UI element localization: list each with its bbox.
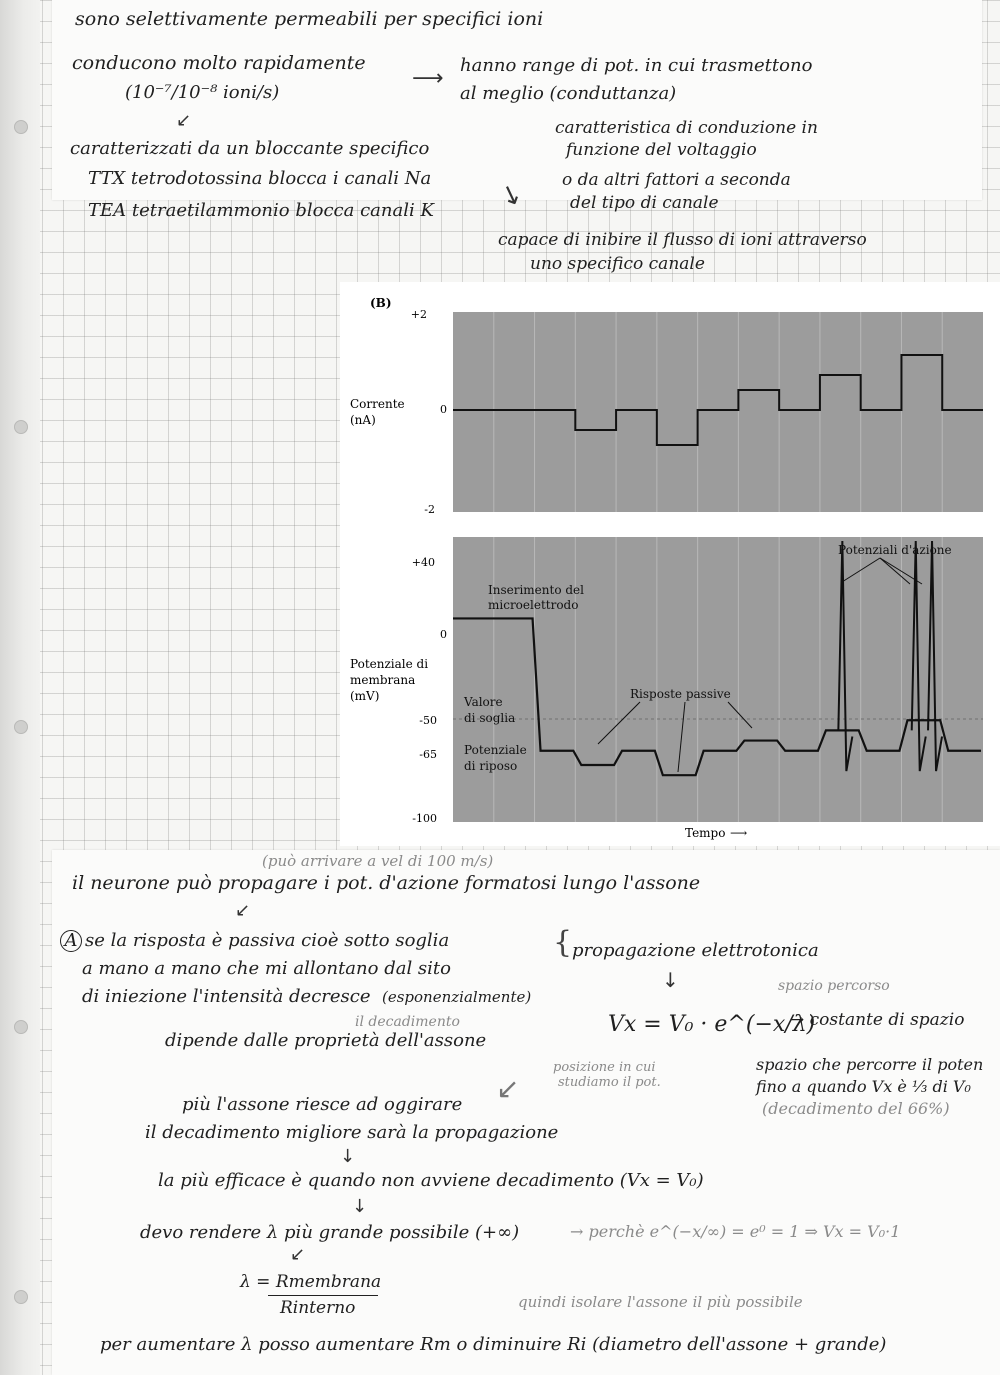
- figure-svg: [340, 282, 1000, 846]
- arrow-right-icon: ⟶: [730, 826, 748, 840]
- potential-tick: -65: [419, 748, 437, 761]
- x-axis-label: Tempo: [685, 826, 726, 840]
- potential-plot-area: [453, 537, 983, 822]
- brace-icon: {: [553, 925, 573, 960]
- note-line: se la risposta è passiva cioè sotto soglia: [85, 930, 450, 951]
- note-line: il neurone può propagare i pot. d'azione formatosi lungo l'assone: [72, 872, 701, 894]
- annotation-action: Potenziali d'azione: [838, 543, 952, 557]
- note-line: a mano a mano che mi allontano dal sito: [82, 958, 451, 979]
- note-line: per aumentare λ posso aumentare Rm o diminuire Ri (diametro dell'assone + grande): [100, 1334, 887, 1355]
- potential-tick: -50: [419, 714, 437, 727]
- potential-ylabel: membrana: [350, 673, 416, 687]
- current-ylabel-unit: (nA): [350, 413, 376, 427]
- annotation-passive: Risposte passive: [630, 687, 731, 701]
- arrow-down-icon: ↙: [290, 1244, 306, 1265]
- formula-vx: Vx = V₀ · e^(−x/λ): [608, 1012, 816, 1037]
- note-line: dipende dalle proprietà dell'assone: [165, 1030, 487, 1051]
- annotation-insertion: microelettrodo: [488, 598, 579, 612]
- note-line: (può arrivare a vel di 100 m/s): [262, 852, 494, 870]
- note-line: studiamo il pot.: [558, 1075, 661, 1090]
- notebook-binding-strip: [0, 0, 40, 1375]
- note-line: (10⁻⁷/10⁻⁸ ioni/s): [125, 82, 280, 103]
- arrow-down-icon: ↙: [235, 900, 251, 921]
- note-line: quindi isolare l'assone il più possibile: [518, 1293, 803, 1311]
- annotation-threshold: Valore: [464, 695, 503, 709]
- note-line: capace di inibire il flusso di ioni attraverso: [498, 230, 867, 250]
- note-line: conducono molto rapidamente: [72, 52, 366, 74]
- potential-ylabel: Potenziale di: [350, 657, 429, 671]
- note-line: caratteristica di conduzione in: [555, 118, 818, 138]
- note-line: uno specifico canale: [530, 254, 705, 274]
- binding-hole: [14, 120, 28, 134]
- note-line: TTX tetrodotossina blocca i canali Na: [88, 168, 432, 189]
- note-line: TEA tetraetilammonio blocca canali K: [88, 200, 434, 221]
- electrophysiology-figure: [340, 282, 1000, 846]
- binding-hole: [14, 720, 28, 734]
- note-line: propagazione elettrotonica: [572, 940, 819, 961]
- annotation-rest: Potenziale: [464, 743, 527, 757]
- note-line: la più efficace è quando non avviene decadimento (Vx = V₀): [158, 1170, 704, 1191]
- note-line: di iniezione l'intensità decresce: [82, 986, 371, 1007]
- current-ylabel: Corrente: [350, 397, 405, 411]
- formula-lambda: λ = Rmembrana: [240, 1272, 382, 1292]
- note-line: hanno range di pot. in cui trasmettono: [460, 55, 813, 76]
- note-line: del tipo di canale: [570, 193, 719, 213]
- note-line: → costante di spazio: [790, 1010, 965, 1030]
- note-line: fino a quando Vx è ⅓ di V₀: [756, 1077, 971, 1096]
- binding-hole: [14, 1020, 28, 1034]
- potential-ylabel-unit: (mV): [350, 689, 380, 703]
- note-line: spazio percorso: [778, 978, 890, 994]
- note-line: posizione in cui: [553, 1060, 656, 1075]
- binding-hole: [14, 1290, 28, 1304]
- note-line: sono selettivamente permeabili per specifici ioni: [75, 8, 544, 30]
- note-line: caratterizzati da un bloccante specifico: [70, 138, 430, 159]
- arrow-down-icon: ↓: [352, 1196, 368, 1217]
- current-tick: 0: [440, 403, 447, 416]
- note-line: (esponenzialmente): [382, 988, 532, 1006]
- annotation-insertion: Inserimento del: [488, 583, 584, 597]
- note-line: spazio che percorre il poten: [756, 1055, 984, 1074]
- formula-lambda-denominator: Rinterno: [280, 1298, 356, 1318]
- potential-tick: -100: [412, 812, 437, 825]
- potential-tick: +40: [411, 556, 435, 569]
- note-line: più l'assone riesce ad oggirare: [182, 1094, 463, 1115]
- current-tick: +2: [410, 308, 427, 321]
- panel-label: (B): [370, 296, 392, 310]
- arrow-right-icon: ⟶: [412, 66, 444, 91]
- note-line: → perchè e^(−x/∞) = e⁰ = 1 ⇒ Vx = V₀·1: [570, 1222, 901, 1241]
- annotation-threshold: di soglia: [464, 711, 516, 725]
- note-line: il decadimento migliore sarà la propagazione: [145, 1122, 559, 1143]
- note-line: o da altri fattori a seconda: [562, 170, 791, 190]
- binding-hole: [14, 420, 28, 434]
- arrow-down-icon: ↘: [495, 177, 527, 213]
- note-line: al meglio (conduttanza): [460, 83, 677, 104]
- arrow-down-icon: ↙: [176, 110, 192, 131]
- note-line: (decadimento del 66%): [762, 1099, 950, 1118]
- section-marker: A: [60, 930, 82, 952]
- current-plot-area: [453, 312, 983, 512]
- fraction-bar: [268, 1295, 378, 1296]
- potential-tick: 0: [440, 628, 447, 641]
- note-line: devo rendere λ più grande possibile (+∞): [140, 1222, 520, 1243]
- annotation-rest: di riposo: [464, 759, 518, 773]
- note-line: il decadimento: [355, 1014, 460, 1030]
- arrow-down-icon: ↓: [662, 968, 679, 992]
- note-line: funzione del voltaggio: [566, 140, 757, 160]
- current-tick: -2: [424, 503, 435, 516]
- arrow-down-icon: ↙: [496, 1072, 520, 1105]
- arrow-down-icon: ↓: [340, 1146, 356, 1167]
